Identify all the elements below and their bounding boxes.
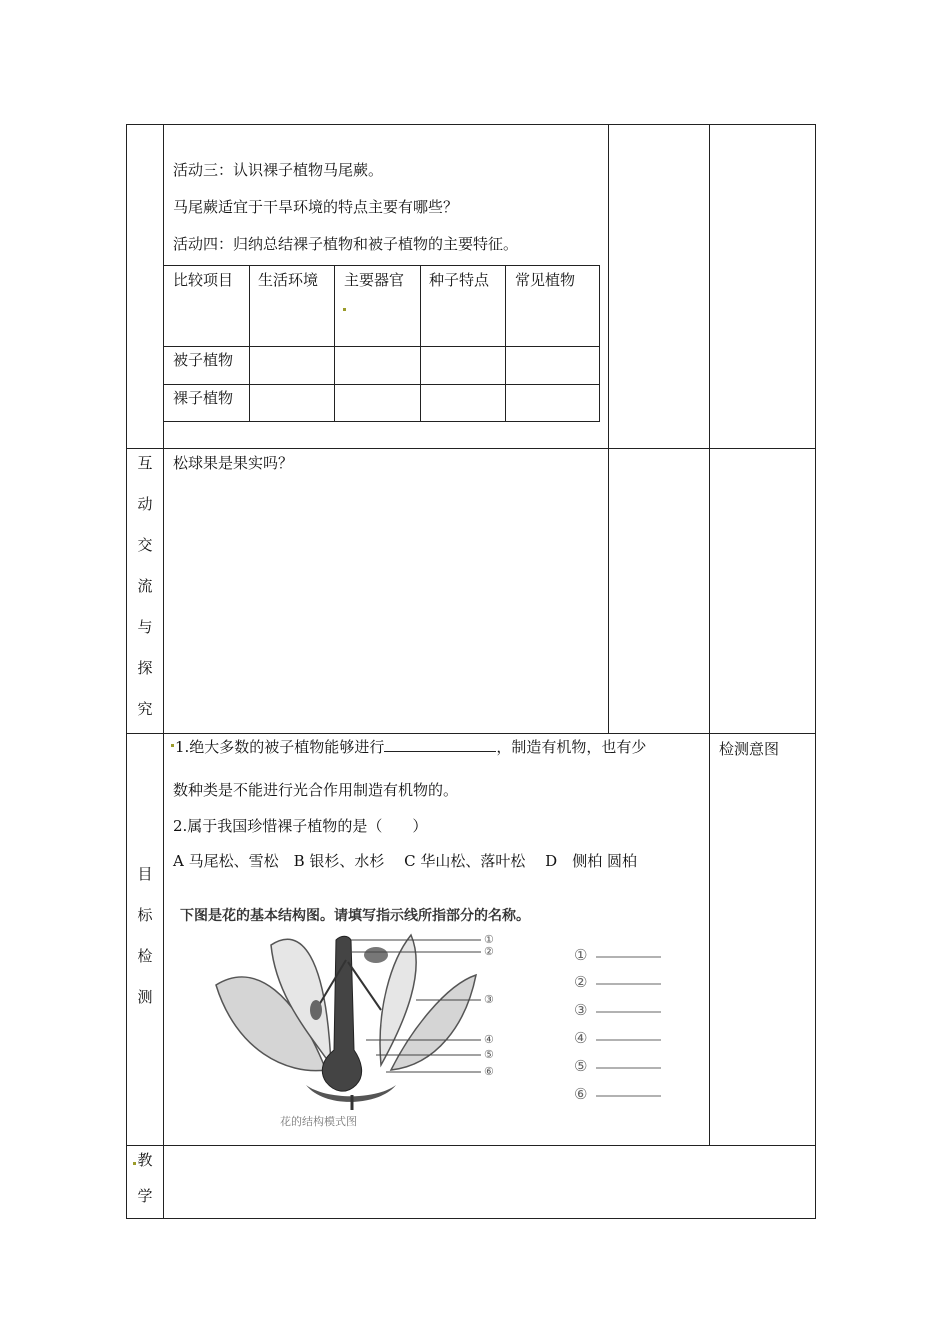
pointer-label: ② <box>484 945 494 958</box>
detection-side-note: 检测意图 <box>719 740 780 758</box>
pointer-label: ⑤ <box>484 1048 494 1061</box>
table-header-cell: 种子特点 <box>429 271 490 289</box>
scan-speck <box>343 308 346 311</box>
answer-mark: ② <box>574 973 588 991</box>
table-row-label: 裸子植物 <box>173 389 234 407</box>
teaching-label: 教 学 <box>137 1151 153 1205</box>
activity3-title: 活动三：认识裸子植物马尾蕨。 <box>173 161 384 179</box>
table-header-cell: 主要器官 <box>344 271 405 289</box>
answer-blank[interactable] <box>384 737 496 752</box>
row-divider-1 <box>126 448 815 449</box>
answer-mark: ⑤ <box>574 1057 588 1075</box>
answer-mark: ① <box>574 946 588 964</box>
content-column-border <box>608 124 609 734</box>
scan-speck <box>171 744 174 747</box>
question-2: 2.属于我国珍惜裸子植物的是（ ） <box>173 817 428 835</box>
pointer-label: ⑥ <box>484 1065 494 1078</box>
table-right-border <box>815 124 816 1219</box>
pointer-label: ① <box>484 933 494 946</box>
table-header-cell: 常见植物 <box>515 271 576 289</box>
table-header-cell: 比较项目 <box>173 271 234 289</box>
question-1: 1.绝大多数的被子植物能够进行 ，制造有机物，也有少 <box>175 738 647 756</box>
interaction-label: 互 动 交 流 与 探 究 <box>137 454 153 718</box>
row-divider-2 <box>126 733 815 734</box>
interaction-question: 松球果是果实吗？ <box>173 454 294 472</box>
pointer-label: ③ <box>484 993 494 1006</box>
flower-structure-figure <box>176 900 696 1130</box>
answer-mark: ③ <box>574 1001 588 1019</box>
table-top-border <box>126 124 815 125</box>
question-2-options: A 马尾松、雪松 B 银杉、水杉 C 华山松、落叶松 D 侧柏 圆柏 <box>173 852 637 870</box>
question-1-continued: 数种类是不能进行光合作用制造有机物的。 <box>173 781 459 799</box>
row-divider-3 <box>126 1145 815 1146</box>
answer-mark: ④ <box>574 1029 588 1047</box>
activity3-question: 马尾蕨适宜于干旱环境的特点主要有哪些？ <box>173 198 459 216</box>
pointer-label: ④ <box>484 1033 494 1046</box>
answer-mark: ⑥ <box>574 1085 588 1103</box>
note-column-border <box>709 124 710 1146</box>
table-row-label: 被子植物 <box>173 351 234 369</box>
figure-caption: 花的结构模式图 <box>280 1115 357 1128</box>
detection-label: 目 标 检 测 <box>137 865 153 1006</box>
activity4-title: 活动四：归纳总结裸子植物和被子植物的主要特征。 <box>173 235 519 253</box>
flower-diagram <box>176 900 696 1130</box>
figure-instruction: 下图是花的基本结构图。请填写指示线所指部分的名称。 <box>180 908 530 924</box>
table-header-cell: 生活环境 <box>258 271 319 289</box>
table-bottom-border <box>126 1218 815 1219</box>
